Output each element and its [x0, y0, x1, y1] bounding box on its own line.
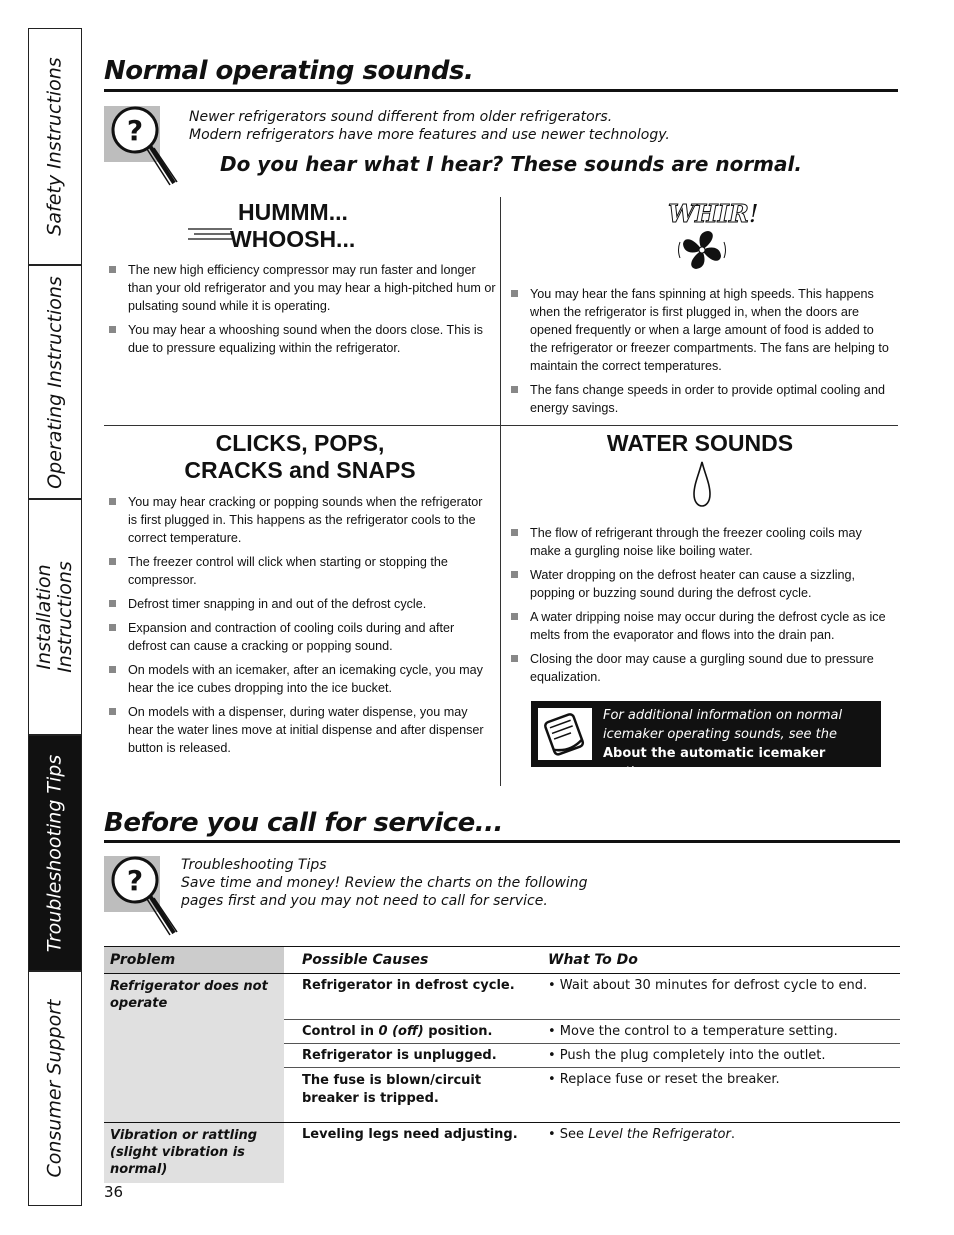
fix-cell: • Push the plug completely into the outlet.: [548, 1048, 826, 1063]
note-text: [603, 706, 875, 782]
note-book-icon: [537, 707, 593, 761]
fix-cell: • Wait about 30 minutes for defrost cycle to end.: [548, 978, 868, 993]
list-item: Expansion and contraction of cooling coils during and after defrost can cause a cracking or popping sound.: [106, 619, 492, 655]
troubleshooting-table: [104, 946, 900, 1183]
divider: [500, 197, 501, 425]
cause-cell: Refrigerator is unplugged.: [302, 1048, 497, 1063]
note-text-2: section.: [603, 765, 654, 780]
intro-text: [189, 108, 749, 144]
tab-label: Consumer Support: [43, 999, 66, 1178]
tab-label: Troubleshooting Tips: [43, 754, 66, 952]
side-tab-bar: [28, 28, 83, 1206]
table-row: [104, 1123, 900, 1184]
fix-link[interactable]: Level the Refrigerator: [588, 1127, 731, 1142]
list-item: The fans change speeds in order to provide optimal cooling and energy savings.: [508, 381, 894, 417]
title-rule: [104, 840, 900, 843]
tab-troubleshooting-tips[interactable]: [28, 735, 82, 971]
list-item: You may hear a whooshing sound when the doors close. This is due to pressure equalizing within the refrigerator.: [106, 321, 496, 357]
problem-cell: Refrigerator does not operate: [104, 974, 284, 1123]
list-item: The flow of refrigerant through the freezer cooling coils may make a gurgling noise like boiling water.: [508, 524, 894, 560]
header-what-to-do: What To Do: [548, 952, 638, 968]
hum-title-line-1: HUMMM...: [238, 199, 348, 225]
fix-text: .: [730, 1127, 735, 1142]
table-row: [104, 974, 900, 1020]
divider: [104, 425, 898, 426]
icemaker-note: [531, 701, 881, 780]
tab-label: Safety Instructions: [43, 57, 66, 236]
water-list: [508, 524, 894, 692]
divider: [500, 425, 501, 786]
clicks-title-line-2: CRACKS and SNAPS: [184, 457, 416, 483]
section-title-service: Before you call for service...: [104, 808, 503, 838]
clicks-title: [104, 430, 496, 484]
whir-title-text: WHIR: [668, 199, 749, 228]
section-title-sounds: Normal operating sounds.: [104, 56, 474, 86]
svg-text:?: ?: [126, 114, 144, 147]
cause-cell: [284, 1020, 548, 1044]
list-item: Water dropping on the defrost heater can cause a sizzling, popping or buzzing sound during the defrost cycle.: [508, 566, 894, 602]
list-item: On models with an icemaker, after an icemaking cycle, you may hear the ice cubes dropping into the ice bucket.: [106, 661, 492, 697]
cause-cell: Refrigerator in defrost cycle.: [302, 978, 515, 993]
intro-line-2: Modern refrigerators have more features and use newer technology.: [189, 127, 670, 143]
svg-text:?: ?: [126, 864, 144, 897]
fix-text: • See: [548, 1127, 589, 1142]
intro-line-1: Newer refrigerators sound different from older refrigerators.: [189, 109, 613, 125]
list-item: The freezer control will click when starting or stopping the compressor.: [106, 553, 492, 589]
list-item: The new high efficiency compressor may run faster and longer than your old refrigerator and you may hear a high-pitched hum or pulsating sound while it is operating.: [106, 261, 496, 315]
hum-title: [230, 199, 355, 253]
tab-consumer-support[interactable]: [28, 971, 82, 1206]
note-link-text[interactable]: About the automatic icemaker: [603, 746, 826, 761]
hum-title-line-2: WHOOSH...: [230, 226, 356, 252]
note-text-1: For additional information on normal icemaker operating sounds, see the: [603, 708, 843, 742]
tips-title: Troubleshooting Tips: [181, 857, 327, 873]
tab-label: Operating Instructions: [43, 275, 66, 489]
fan-icon: [677, 226, 727, 274]
water-title: WATER SOUNDS: [606, 430, 794, 456]
cause-text: Control in: [302, 1024, 379, 1039]
tab-safety-instructions[interactable]: [28, 28, 82, 265]
tips-line-2: pages first and you may not need to call for service.: [181, 893, 548, 909]
tab-installation-instructions[interactable]: [28, 499, 82, 735]
cause-cell: The fuse is blown/circuit breaker is tripped.: [302, 1073, 482, 1106]
list-item: A water dripping noise may occur during the defrost cycle as ice melts from the evaporator and flows into the drain pan.: [508, 608, 894, 644]
clicks-title-line-1: CLICKS, POPS,: [215, 430, 385, 456]
question-magnifier-icon: [104, 853, 182, 939]
cause-italic: 0 (off): [378, 1024, 424, 1039]
fix-cell: • Move the control to a temperature setting.: [548, 1024, 838, 1039]
question-magnifier-icon: [104, 103, 182, 189]
table-header-row: [104, 947, 900, 974]
list-item: On models with a dispenser, during water dispense, you may hear the water lines move at initial dispense and after dispenser button is released.: [106, 703, 492, 757]
cause-cell: Leveling legs need adjusting.: [302, 1127, 518, 1142]
hum-list: [106, 261, 496, 363]
whir-title: [668, 199, 758, 228]
tips-text: [181, 856, 601, 910]
page-number: 36: [104, 1183, 124, 1201]
list-item: You may hear the fans spinning at high speeds. This happens when the refrigerator is first plugged in, when the doors are opened frequently or when a large amount of food is added to the refrigerator or freezer compartments. The fans are helping to maintain the correct temperatures.: [508, 285, 894, 375]
tab-operating-instructions[interactable]: [28, 265, 82, 499]
list-item: Defrost timer snapping in and out of the defrost cycle.: [106, 595, 492, 613]
whoosh-lines-icon: [188, 226, 234, 242]
whir-list: [508, 285, 894, 423]
clicks-list: [106, 493, 492, 763]
tips-line-1: Save time and money! Review the charts on the following: [181, 875, 588, 891]
list-item: You may hear cracking or popping sounds when the refrigerator is first plugged in. This happens as the refrigerator cools to the correct temperature.: [106, 493, 492, 547]
sounds-subtitle: Do you hear what I hear? These sounds are normal.: [220, 152, 802, 176]
title-rule: [104, 89, 898, 92]
fix-cell: [548, 1123, 900, 1184]
water-drop-icon: [692, 460, 712, 508]
cause-text: position.: [423, 1024, 493, 1039]
tab-label: Installation Instructions: [33, 561, 76, 673]
header-causes: Possible Causes: [302, 952, 429, 968]
problem-cell: Vibration or rattling (slight vibration is normal): [104, 1123, 284, 1184]
header-problem: Problem: [104, 947, 284, 974]
list-item: Closing the door may cause a gurgling sound due to pressure equalization.: [508, 650, 894, 686]
fix-cell: • Replace fuse or reset the breaker.: [548, 1072, 780, 1087]
whir-exclaim: !: [748, 200, 759, 228]
